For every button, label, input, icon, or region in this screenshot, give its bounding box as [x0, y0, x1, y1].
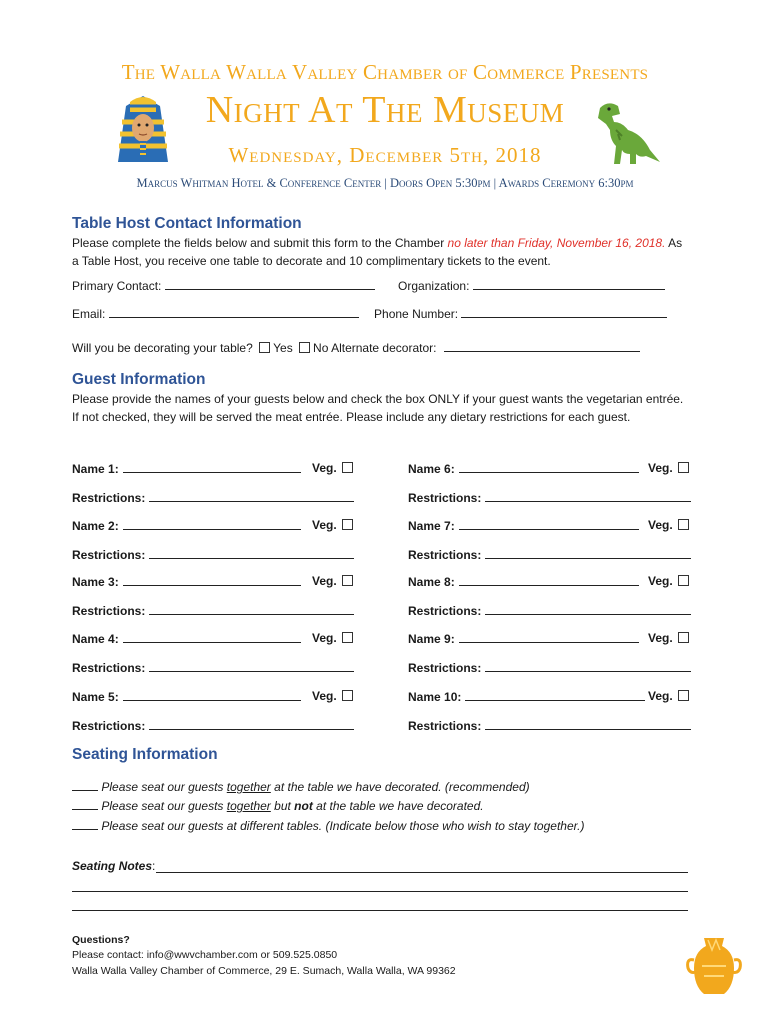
- veg-checkbox[interactable]: [342, 462, 353, 473]
- guest-heading: Guest Information: [72, 371, 206, 388]
- no-label: No: [313, 341, 329, 355]
- restrictions-row: [408, 547, 691, 562]
- email-row: [72, 305, 687, 323]
- guest-name-label: Name 7:: [408, 519, 455, 533]
- veg-label: Veg.: [648, 689, 673, 703]
- veg-checkbox[interactable]: [342, 690, 353, 701]
- restrictions-field[interactable]: [485, 547, 691, 559]
- restrictions-row: [408, 603, 691, 618]
- footer-address: Walla Walla Valley Chamber of Commerce, 29 E. Sumach, Walla Walla, WA 99362: [72, 965, 456, 977]
- veg-option: [312, 518, 356, 532]
- decorating-no-checkbox[interactable]: [299, 342, 310, 353]
- seating-option-1: [72, 778, 687, 796]
- restrictions-field[interactable]: [149, 490, 354, 502]
- guest-name-row: [72, 689, 301, 704]
- seating-option-2-text-2: but: [270, 799, 295, 813]
- veg-option: [648, 518, 692, 532]
- guest-name-label: Name 2:: [72, 519, 119, 533]
- seating-notes-line-1[interactable]: [156, 872, 688, 873]
- veg-checkbox[interactable]: [678, 519, 689, 530]
- veg-label: Veg.: [648, 631, 673, 645]
- veg-option: [312, 689, 356, 703]
- restrictions-label: Restrictions:: [408, 719, 482, 733]
- guest-name-row: [72, 631, 301, 646]
- vase-icon: [686, 936, 742, 1000]
- seating-notes-colon: :: [152, 859, 156, 873]
- event-details: Marcus Whitman Hotel & Conference Center | Doors Open 5:30pm | Awards Ceremony 6:30pm: [136, 176, 634, 190]
- decorating-row: [72, 339, 687, 357]
- event-title: Night At The Museum: [205, 89, 565, 131]
- guest-intro: Please provide the names of your guests below and check the box ONLY if your guest wants the vegetarian entrée. If not checked, they will be served the meat entrée. Please include any dietary restrictions for each guest.: [72, 392, 684, 424]
- restrictions-row: [408, 660, 691, 675]
- decorating-question: Will you be decorating your table?: [72, 341, 253, 355]
- veg-checkbox[interactable]: [678, 632, 689, 643]
- guest-name-field[interactable]: [123, 518, 301, 530]
- restrictions-label: Restrictions:: [408, 548, 482, 562]
- veg-checkbox[interactable]: [342, 519, 353, 530]
- seating-option-1-text-2: at the table we have decorated. (recommended): [270, 780, 530, 794]
- contact-row: [72, 277, 687, 295]
- restrictions-field[interactable]: [485, 490, 691, 502]
- restrictions-label: Restrictions:: [72, 604, 146, 618]
- guest-name-label: Name 8:: [408, 575, 455, 589]
- organization-field[interactable]: [473, 278, 665, 290]
- decorating-yes-checkbox[interactable]: [259, 342, 270, 353]
- restrictions-label: Restrictions:: [72, 719, 146, 733]
- phone-field[interactable]: [461, 306, 667, 318]
- footer-contact: Please contact: info@wwvchamber.com or 509.525.0850: [72, 949, 338, 961]
- seating-option-3-text: Please seat our guests at different tables. (Indicate below those who wish to stay together.): [101, 819, 585, 833]
- veg-option: [648, 574, 692, 588]
- guest-name-field[interactable]: [459, 461, 639, 473]
- guest-name-label: Name 10:: [408, 690, 462, 704]
- veg-option: [648, 461, 692, 475]
- restrictions-field[interactable]: [149, 660, 354, 672]
- veg-label: Veg.: [312, 574, 337, 588]
- veg-option: [648, 689, 692, 703]
- restrictions-field[interactable]: [485, 718, 691, 730]
- seating-option-2-text: Please seat our guests: [101, 799, 227, 813]
- guest-name-row: [408, 689, 645, 704]
- veg-label: Veg.: [648, 461, 673, 475]
- veg-label: Veg.: [648, 518, 673, 532]
- veg-option: [312, 574, 356, 588]
- veg-label: Veg.: [312, 631, 337, 645]
- seating-option-2-not: not: [294, 799, 313, 813]
- restrictions-field[interactable]: [149, 547, 354, 559]
- veg-checkbox[interactable]: [678, 575, 689, 586]
- restrictions-field[interactable]: [149, 718, 354, 730]
- guest-name-label: Name 3:: [72, 575, 119, 589]
- veg-option: [312, 461, 356, 475]
- deadline-text: no later than Friday, November 16, 2018.: [447, 236, 666, 250]
- seating-option-2-underline: together: [226, 799, 271, 813]
- guest-name-field[interactable]: [123, 574, 301, 586]
- guest-name-field[interactable]: [465, 689, 645, 701]
- alternate-decorator-field[interactable]: [444, 340, 640, 352]
- organization-label: Organization:: [398, 279, 470, 293]
- seating-option-3-blank[interactable]: [72, 820, 98, 830]
- phone-label: Phone Number:: [374, 307, 459, 321]
- restrictions-row: [72, 490, 354, 505]
- guest-name-field[interactable]: [123, 461, 301, 473]
- seating-option-2-blank[interactable]: [72, 800, 98, 810]
- host-intro-text: Please complete the fields below and submit this form to the Chamber: [72, 236, 448, 250]
- guest-name-field[interactable]: [459, 518, 639, 530]
- veg-checkbox[interactable]: [342, 575, 353, 586]
- primary-contact-field[interactable]: [165, 278, 375, 290]
- primary-contact-label: Primary Contact:: [72, 279, 162, 293]
- guest-name-label: Name 5:: [72, 690, 119, 704]
- guest-name-row: [408, 518, 639, 533]
- host-intro: [72, 234, 687, 270]
- seating-heading: Seating Information: [72, 746, 218, 763]
- seating-option-3: [72, 817, 687, 835]
- restrictions-label: Restrictions:: [408, 604, 482, 618]
- restrictions-field[interactable]: [149, 603, 354, 615]
- restrictions-field[interactable]: [485, 660, 691, 672]
- guest-name-row: [72, 518, 301, 533]
- guest-name-field[interactable]: [123, 689, 301, 701]
- restrictions-label: Restrictions:: [72, 548, 146, 562]
- host-intro-text-2: As a Table Host, you receive one table to decorate and 10 complimentary tickets to the event.: [72, 236, 683, 268]
- event-date: Wednesday, December 5th, 2018: [228, 143, 542, 167]
- veg-option: [648, 631, 692, 645]
- guest-name-label: Name 1:: [72, 462, 119, 476]
- yes-label: Yes: [273, 341, 293, 355]
- restrictions-label: Restrictions:: [408, 491, 482, 505]
- restrictions-row: [408, 718, 691, 733]
- veg-option: [312, 631, 356, 645]
- seating-option-1-text: Please seat our guests: [101, 780, 227, 794]
- guest-name-row: [72, 574, 301, 589]
- restrictions-label: Restrictions:: [408, 661, 482, 675]
- seating-option-1-blank[interactable]: [72, 781, 98, 791]
- restrictions-label: Restrictions:: [72, 661, 146, 675]
- seating-option-2-text-3: at the table we have decorated.: [312, 799, 484, 813]
- veg-checkbox[interactable]: [678, 690, 689, 701]
- guest-name-field[interactable]: [459, 631, 639, 643]
- veg-label: Veg.: [312, 461, 337, 475]
- guest-name-label: Name 6:: [408, 462, 455, 476]
- veg-label: Veg.: [648, 574, 673, 588]
- restrictions-field[interactable]: [485, 603, 691, 615]
- host-heading: Table Host Contact Information: [72, 215, 302, 232]
- guest-name-row: [408, 461, 639, 476]
- guest-name-label: Name 4:: [72, 632, 119, 646]
- seating-option-1-underline: together: [226, 780, 271, 794]
- pharaoh-icon: [108, 92, 178, 170]
- restrictions-row: [72, 603, 354, 618]
- veg-label: Veg.: [312, 518, 337, 532]
- footer-questions: Questions?: [72, 934, 130, 946]
- guest-name-row: [72, 461, 301, 476]
- seating-notes-line-2[interactable]: [72, 891, 688, 892]
- email-field[interactable]: [109, 306, 359, 318]
- seating-notes-line-3[interactable]: [72, 910, 688, 911]
- veg-checkbox[interactable]: [678, 462, 689, 473]
- guest-name-row: [408, 574, 639, 589]
- seating-option-2: [72, 797, 687, 815]
- guest-name-label: Name 9:: [408, 632, 455, 646]
- guest-name-field[interactable]: [123, 631, 301, 643]
- alternate-decorator-label: Alternate decorator:: [331, 341, 437, 355]
- restrictions-row: [72, 547, 354, 562]
- veg-checkbox[interactable]: [342, 632, 353, 643]
- header-presents: The Walla Walla Valley Chamber of Commerce Presents: [121, 60, 649, 84]
- restrictions-row: [72, 660, 354, 675]
- veg-label: Veg.: [312, 689, 337, 703]
- seating-notes-label: Seating Notes: [72, 859, 153, 873]
- dinosaur-icon: [594, 100, 662, 166]
- guest-name-row: [408, 631, 639, 646]
- guest-name-field[interactable]: [459, 574, 639, 586]
- restrictions-label: Restrictions:: [72, 491, 146, 505]
- restrictions-row: [72, 718, 354, 733]
- email-label: Email:: [72, 307, 106, 321]
- restrictions-row: [408, 490, 691, 505]
